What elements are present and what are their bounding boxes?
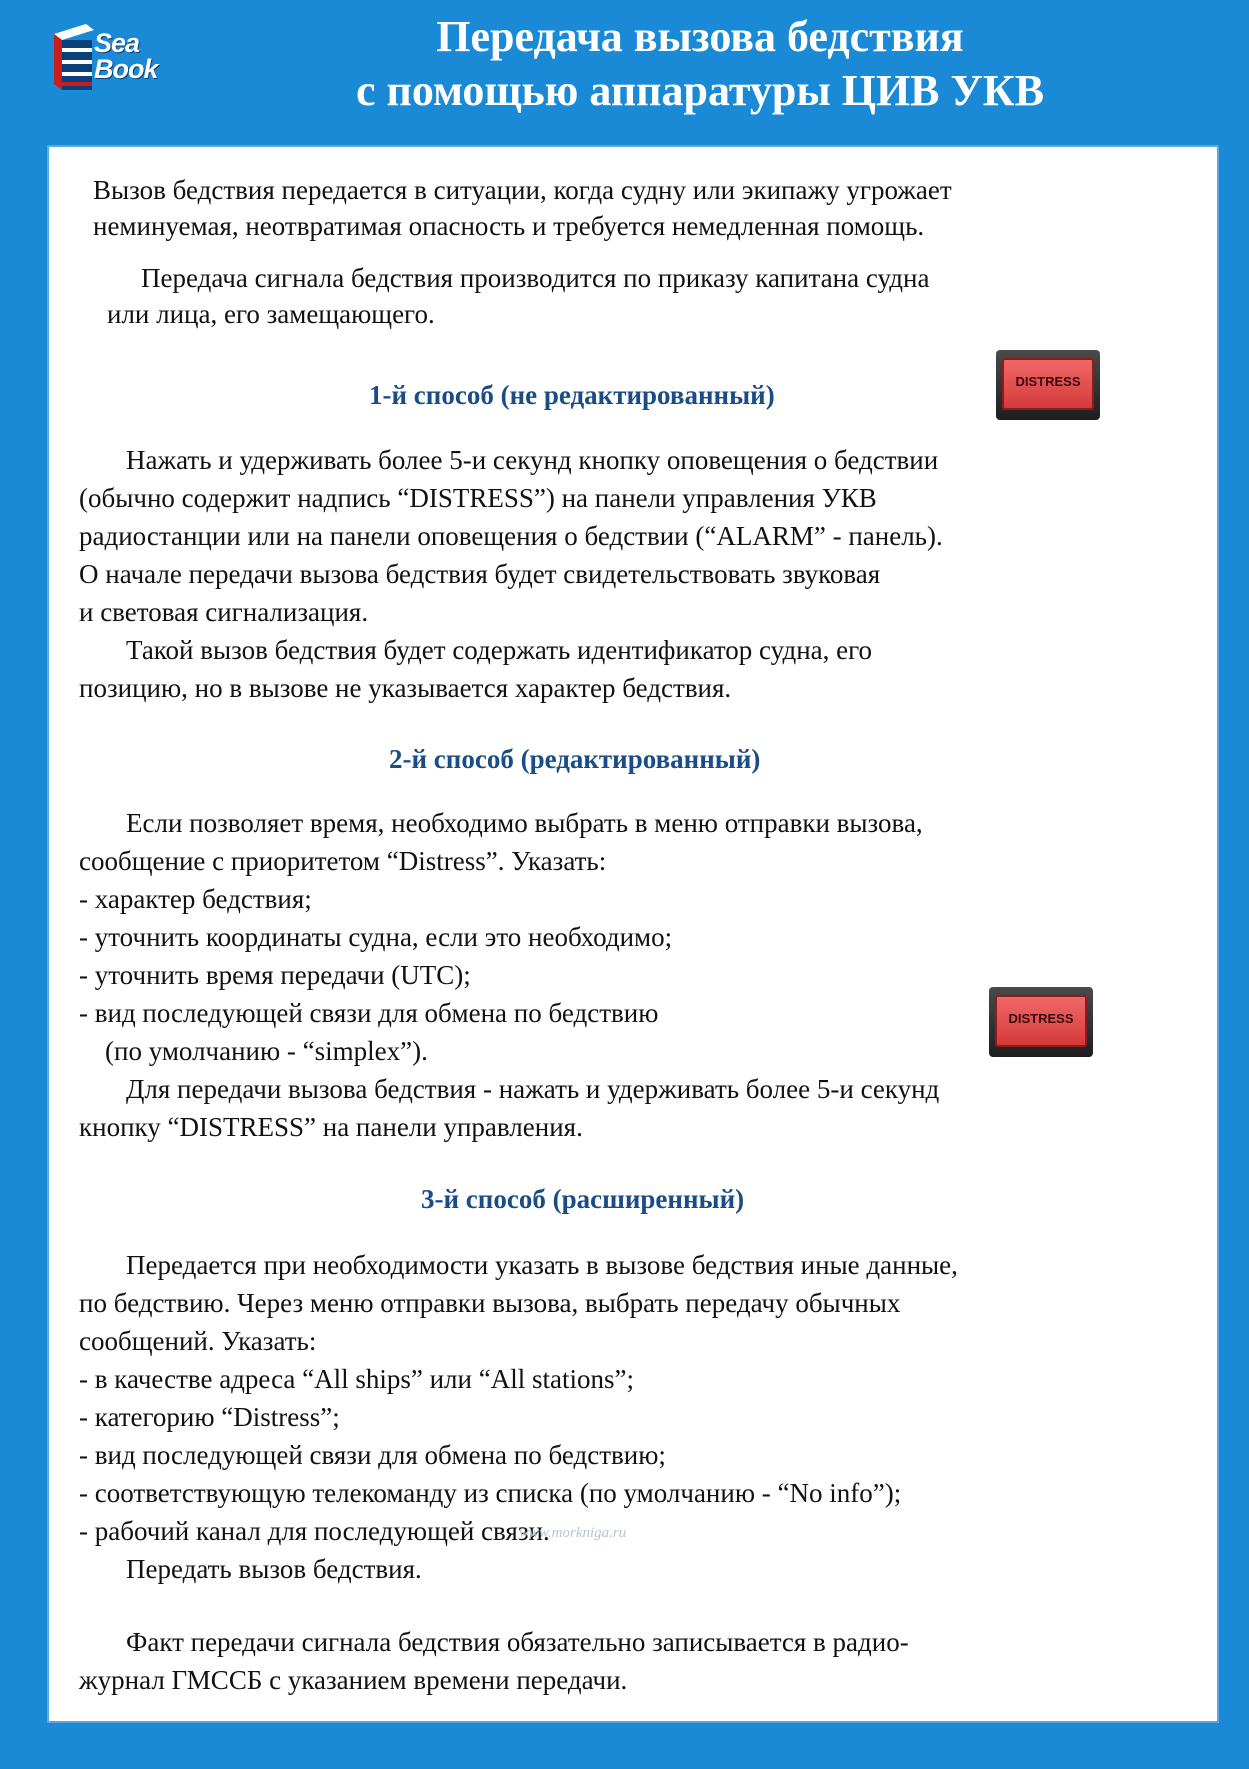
logo-text-sea: Sea — [94, 28, 140, 58]
method-1-line: О начале передачи вызова бедствия будет свидетельствовать звуковая — [79, 559, 881, 589]
seabook-logo — [52, 20, 172, 96]
method-2-line: Для передачи вызова бедствия - нажать и удерживать более 5-и секунд — [126, 1074, 940, 1104]
distress-button-label: DISTRESS — [995, 995, 1087, 1047]
content-panel — [47, 145, 1219, 1723]
method-3-line: - соответствующую телекоманду из списка (по умолчанию - “No info”); — [79, 1478, 902, 1508]
method-3-line: - категорию “Distress”; — [79, 1402, 340, 1432]
intro-line: неминуемая, неотвратимая опасность и требуется немедленная помощь. — [93, 211, 925, 241]
method-2-line: кнопку “DISTRESS” на панели управления. — [79, 1112, 583, 1142]
method-1-line: (обычно содержит надпись “DISTRESS”) на панели управления УКВ — [79, 483, 877, 513]
method-2-heading: 2-й способ (редактированный) — [389, 744, 761, 774]
title-line-1: Передача вызова бедствия — [436, 12, 964, 61]
method-2-line: (по умолчанию - “simplex”). — [105, 1036, 428, 1066]
distress-button-label: DISTRESS — [1002, 358, 1094, 410]
intro-line: или лица, его замещающего. — [107, 299, 435, 329]
logo-text-book: Book — [94, 54, 158, 84]
closing-line: журнал ГМССБ с указанием времени передачи. — [79, 1665, 628, 1695]
method-3-line: сообщений. Указать: — [79, 1326, 317, 1356]
method-3-line: Передается при необходимости указать в вызове бедствия иные данные, — [126, 1250, 958, 1280]
distress-button-image-1 — [996, 350, 1100, 420]
method-3-heading: 3-й способ (расширенный) — [421, 1184, 745, 1214]
method-1-heading: 1-й способ (не редактированный) — [369, 380, 775, 410]
method-1-line: Такой вызов бедствия будет содержать идентификатор судна, его — [126, 635, 873, 665]
method-1-line: радиостанции или на панели оповещения о бедствии (“ALARM” - панель). — [79, 521, 943, 551]
method-3-line: - в качестве адреса “All ships” или “All stations”; — [79, 1364, 634, 1394]
header — [0, 0, 1249, 140]
method-1-line: Нажать и удерживать более 5-и секунд кнопку оповещения о бедствии — [126, 445, 939, 475]
intro-line: Передача сигнала бедствия производится по приказу капитана судна — [141, 263, 930, 293]
page-title — [250, 10, 1150, 118]
method-3-line: Передать вызов бедствия. — [126, 1554, 422, 1584]
method-3-line: - вид последующей связи для обмена по бедствию; — [79, 1440, 666, 1470]
distress-button-image-2 — [989, 987, 1093, 1057]
book-stack-icon — [52, 20, 96, 96]
method-1-line: и световая сигнализация. — [79, 597, 369, 627]
method-2-line: - уточнить координаты судна, если это необходимо; — [79, 922, 673, 952]
method-3-line: - рабочий канал для последующей связи. — [79, 1516, 550, 1546]
method-2-line: - вид последующей связи для обмена по бедствию — [79, 998, 659, 1028]
method-1-line: позицию, но в вызове не указывается характер бедствия. — [79, 673, 732, 703]
watermark: www.morkniga.ru — [519, 1525, 627, 1541]
method-2-line: Если позволяет время, необходимо выбрать в меню отправки вызова, — [126, 808, 923, 838]
closing-line: Факт передачи сигнала бедствия обязательно записывается в радио- — [126, 1627, 909, 1657]
title-line-2: с помощью аппаратуры ЦИВ УКВ — [355, 66, 1045, 115]
method-2-line: - характер бедствия; — [79, 884, 312, 914]
intro-line: Вызов бедствия передается в ситуации, когда судну или экипажу угрожает — [93, 175, 952, 205]
method-3-line: по бедствию. Через меню отправки вызова, выбрать передачу обычных — [79, 1288, 901, 1318]
method-2-line: - уточнить время передачи (UTC); — [79, 960, 471, 990]
method-2-line: сообщение с приоритетом “Distress”. Указать: — [79, 846, 607, 876]
